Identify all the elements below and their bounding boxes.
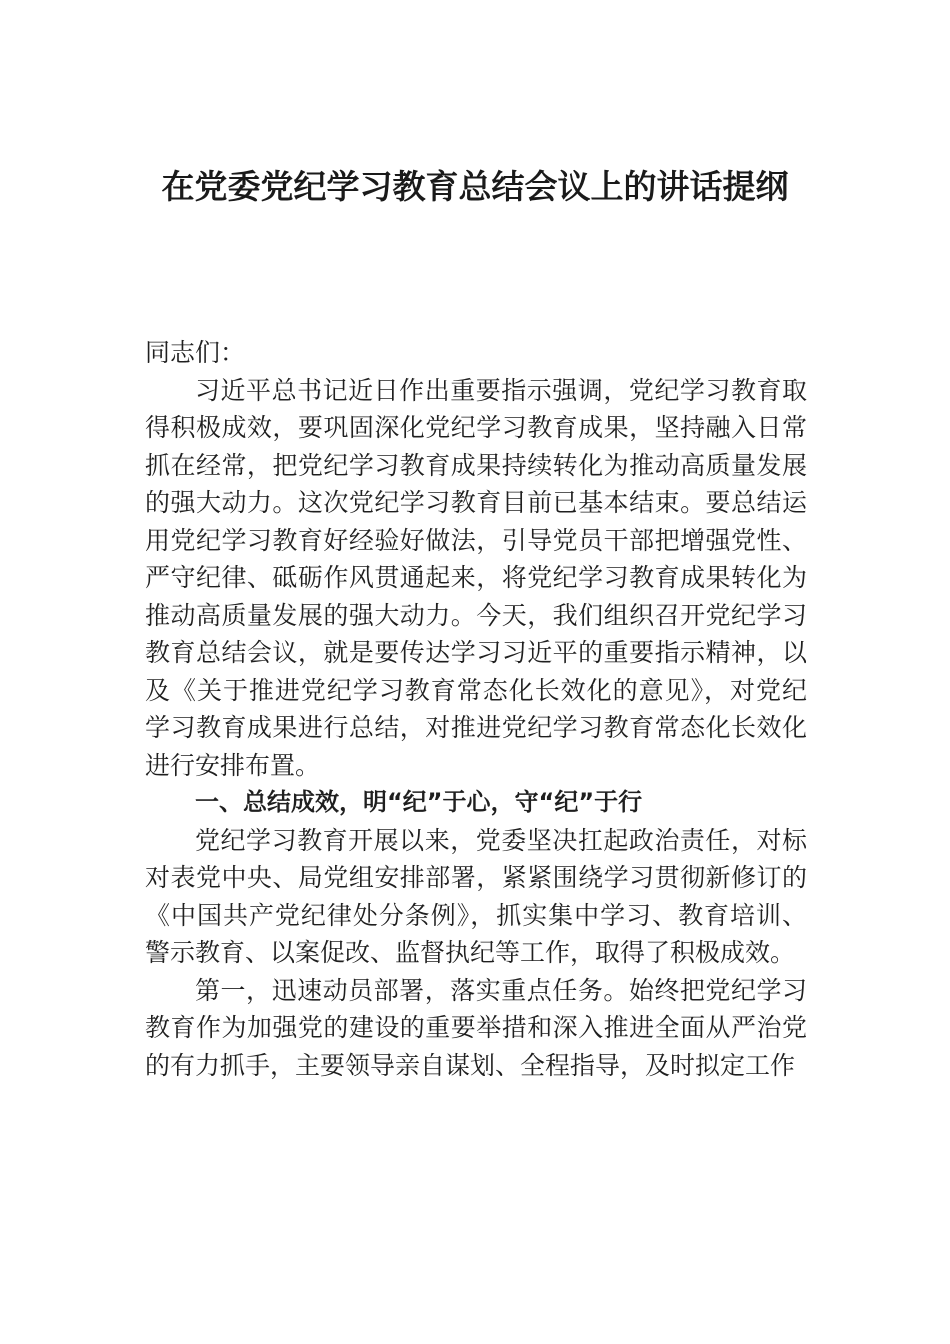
salutation: 同志们： xyxy=(145,338,246,367)
document-title: 在党委党纪学习教育总结会议上的讲话提纲 xyxy=(161,167,789,206)
section1-paragraph: 党纪学习教育开展以来，党委坚决扛起政治责任，对标对表党中央、局党组安排部署，紧紧围绕学习贯彻新修订的《中国共产党纪律处分条例》，抓实集中学习、教育培训、警示教育、以案促改、监督执纪等工作，取得了积极成效。 xyxy=(145,825,807,967)
intro-paragraph: 习近平总书记近日作出重要指示强调，党纪学习教育取得积极成效，要巩固深化党纪学习教育成果，坚持融入日常抓在经常，把党纪学习教育成果持续转化为推动高质量发展的强大动力。这次党纪学习教育目前已基本结束。要总结运用党纪学习教育好经验好做法，引导党员干部把增强党性、严守纪律、砥砺作风贯通起来，将党纪学习教育成果转化为推动高质量发展的强大动力。今天，我们组织召开党纪学习教育总结会议，就是要传达学习习近平的重要指示精神，以及《关于推进党纪学习教育常态化长效化的意见》，对党纪学习教育成果进行总结，对推进党纪学习教育常态化长效化进行安排布置。 xyxy=(145,375,807,780)
section1-paragraph: 第一，迅速动员部署，落实重点任务。始终把党纪学习教育作为加强党的建设的重要举措和深入推进全面从严治党的有力抓手，主要领导亲自谋划、全程指导，及时拟定工作 xyxy=(145,975,807,1080)
section-heading-1: 一、总结成效，明“纪”于心，守“纪”于行 xyxy=(195,788,643,816)
document-body xyxy=(145,334,807,1084)
